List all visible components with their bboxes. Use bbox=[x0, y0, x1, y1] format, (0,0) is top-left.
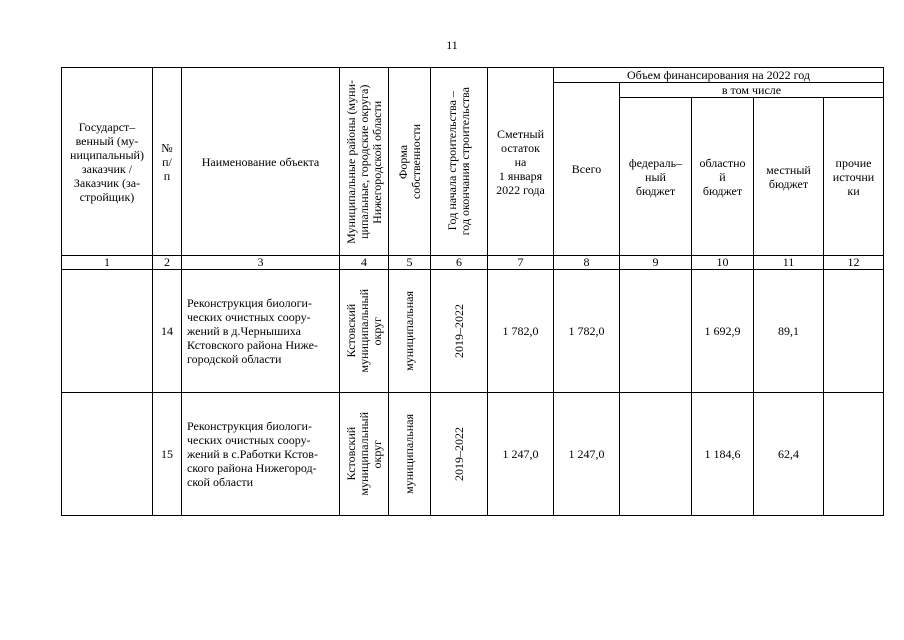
row-regional: 1 184,6 bbox=[692, 393, 754, 516]
column-number-row bbox=[62, 256, 884, 270]
row-total: 1 782,0 bbox=[554, 270, 620, 393]
row-regional: 1 692,9 bbox=[692, 270, 754, 393]
header-funding-group: Объем финансирования на 2022 год bbox=[554, 68, 884, 83]
header-years: Год начала строительства – год окончания строительства bbox=[431, 68, 488, 256]
row-years: 2019–2022 bbox=[431, 393, 488, 516]
row-local: 62,4 bbox=[754, 393, 824, 516]
row-local: 89,1 bbox=[754, 270, 824, 393]
column-number: 10 bbox=[692, 256, 754, 270]
column-number: 9 bbox=[620, 256, 692, 270]
row-total: 1 247,0 bbox=[554, 393, 620, 516]
row-years: 2019–2022 bbox=[431, 270, 488, 393]
column-number: 6 bbox=[431, 256, 488, 270]
column-number: 11 bbox=[754, 256, 824, 270]
table-row bbox=[62, 393, 884, 516]
financing-table bbox=[61, 67, 884, 516]
header-local: местный бюджет bbox=[754, 98, 824, 256]
header-total: Всего bbox=[554, 83, 620, 256]
row-num: 14 bbox=[153, 270, 182, 393]
column-number: 12 bbox=[824, 256, 884, 270]
table-row bbox=[62, 270, 884, 393]
header-other: прочие источни ки bbox=[824, 98, 884, 256]
header-object-name: Наименование объекта bbox=[182, 68, 340, 256]
row-customer bbox=[62, 393, 153, 516]
row-federal bbox=[620, 270, 692, 393]
column-number: 8 bbox=[554, 256, 620, 270]
column-number: 3 bbox=[182, 256, 340, 270]
row-estimate: 1 782,0 bbox=[488, 270, 554, 393]
row-municipal: Кстовский муниципальный округ bbox=[340, 270, 389, 393]
header-regional: областно й бюджет bbox=[692, 98, 754, 256]
row-other bbox=[824, 393, 884, 516]
header-num: № п/ п bbox=[153, 68, 182, 256]
header-federal: федераль– ный бюджет bbox=[620, 98, 692, 256]
column-number: 2 bbox=[153, 256, 182, 270]
header-estimate: Сметный остаток на 1 января 2022 года bbox=[488, 68, 554, 256]
row-municipal: Кстовский муниципальный округ bbox=[340, 393, 389, 516]
row-object-name: Реконструкция биологи- ческих очистных соору- жений в д.Чернышиха Кстовского района Ниже- городской области bbox=[182, 270, 340, 393]
column-number: 1 bbox=[62, 256, 153, 270]
column-number: 4 bbox=[340, 256, 389, 270]
page-number: 11 bbox=[446, 38, 458, 52]
header-municipal: Муниципальные районы (муни- ципальные, городские округа) Нижегородской области bbox=[340, 68, 389, 256]
row-object-name: Реконструкция биологи- ческих очистных соору- жений в с.Работки Кстов- ского района Нижегород- ской области bbox=[182, 393, 340, 516]
row-customer bbox=[62, 270, 153, 393]
row-ownership: муниципальная bbox=[389, 393, 431, 516]
header-including: в том числе bbox=[620, 83, 884, 98]
header-ownership: Форма собственности bbox=[389, 68, 431, 256]
row-num: 15 bbox=[153, 393, 182, 516]
row-estimate: 1 247,0 bbox=[488, 393, 554, 516]
column-number: 7 bbox=[488, 256, 554, 270]
column-number: 5 bbox=[389, 256, 431, 270]
row-federal bbox=[620, 393, 692, 516]
row-ownership: муниципальная bbox=[389, 270, 431, 393]
header-customer: Государст– венный (му- ниципальный) заказчик / Заказчик (за- стройщик) bbox=[62, 68, 153, 256]
row-other bbox=[824, 270, 884, 393]
